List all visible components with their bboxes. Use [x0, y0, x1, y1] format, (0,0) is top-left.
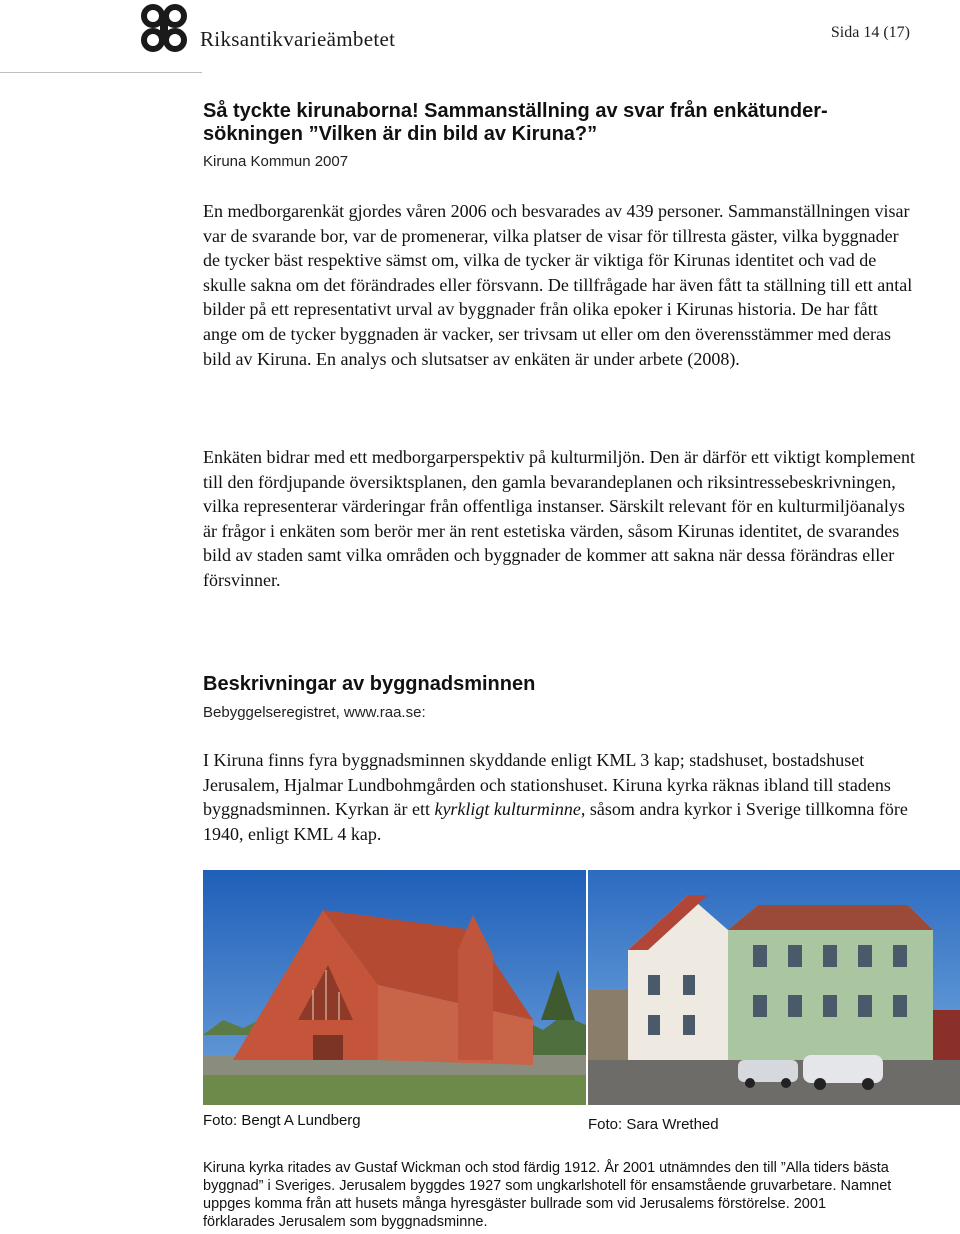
section2-paragraph	[203, 748, 915, 846]
header-logo	[138, 0, 395, 56]
photo-jerusalem	[588, 870, 960, 1105]
raa-logo-icon	[138, 2, 190, 54]
photo-credit-right: Foto: Sara Wrethed	[588, 1116, 719, 1133]
section2-title: Beskrivningar av byggnadsminnen	[203, 673, 536, 695]
section1-paragraph-1: En medborgarenkät gjordes våren 2006 och besvarades av 439 personer. Sammanställningen visar var de svarande bor, var de promenerar, vilka platser de visar för tillresta gäster, vilka byggnader de tycker bäst respektive sämst om, vilka de tycker är viktiga för Kirunas identitet och vad de skulle sakna om det förändrades eller försvann. De tillfrågade har även fått ta ställning till ett antal bilder på ett representativt urval av byggnader från olika epoker i Kirunas historia. De har fått ange om de tycker byggnaden är vacker, ser trivsam ut eller om den överensstämmer med deras bild av Kiruna. En analys och slutsatser av enkäten är under arbete (2008).	[203, 201, 913, 369]
photo-caption: Kiruna kyrka ritades av Gustaf Wickman och stod färdig 1912. År 2001 utnämndes den till ”Alla tiders bästa byggnad” i Sveriges. Jerusalem byggdes 1927 som ungkarlshotell för ensamstående gruvarbetare. Namnet uppges komma från att husets många hyresgäster bullrade som vid Jerusalems förstörelse. 2001 förklarades Jerusalem som byggnadsminne.	[203, 1160, 892, 1230]
jerusalem-image	[588, 870, 960, 1105]
logo-text: Riksantikvarieämbetet	[200, 26, 396, 51]
church-image	[203, 870, 586, 1105]
section2-source: Bebyggelseregistret, www.raa.se:	[203, 704, 426, 721]
section2-para-end: , såsom andra kyrkor i Sverige tillkomna före 1940, enligt KML 4 kap.	[203, 799, 908, 844]
section2-para-italic: kyrkligt kulturminne	[434, 799, 581, 820]
header-divider	[0, 72, 202, 73]
photo-kiruna-church	[203, 870, 586, 1105]
section1-paragraph-2: Enkäten bidrar med ett medborgarperspektiv på kulturmiljön. Den är därför ett viktigt komplement till den fördjupande översiktsplanen, den gamla bevarandeplanen och riksintressebeskrivningen, vilka representerar värderingar från offentliga instanser. Särskilt relevant för en kulturmiljöanalys är frågor i enkäten som berör mer än rent estetiska värden, såsom Kirunas identitet, de svarandes bild av staden samt vilka områden och byggnader de kommer att sakna när dessa förändras eller försvinner.	[203, 447, 915, 590]
section1-source: Kiruna Kommun 2007	[203, 153, 349, 170]
page-number: Sida 14 (17)	[830, 24, 910, 41]
photo-credit-left: Foto: Bengt A Lundberg	[203, 1112, 361, 1129]
section1-title: Så tyckte kirunaborna! Sammanställning av svar från enkätunder- sökningen ”Vilken är din bild av Kiruna?”	[203, 100, 828, 145]
section2-para-start: I Kiruna finns fyra byggnadsminnen skyddande enligt KML 3 kap; stadshuset, bostadshuset Jerusalem, Hjalmar Lundbohmgården och stationshuset. Kiruna kyrka räknas ibland till stadens byggnadsminnen. Kyrkan är ett	[203, 750, 891, 820]
